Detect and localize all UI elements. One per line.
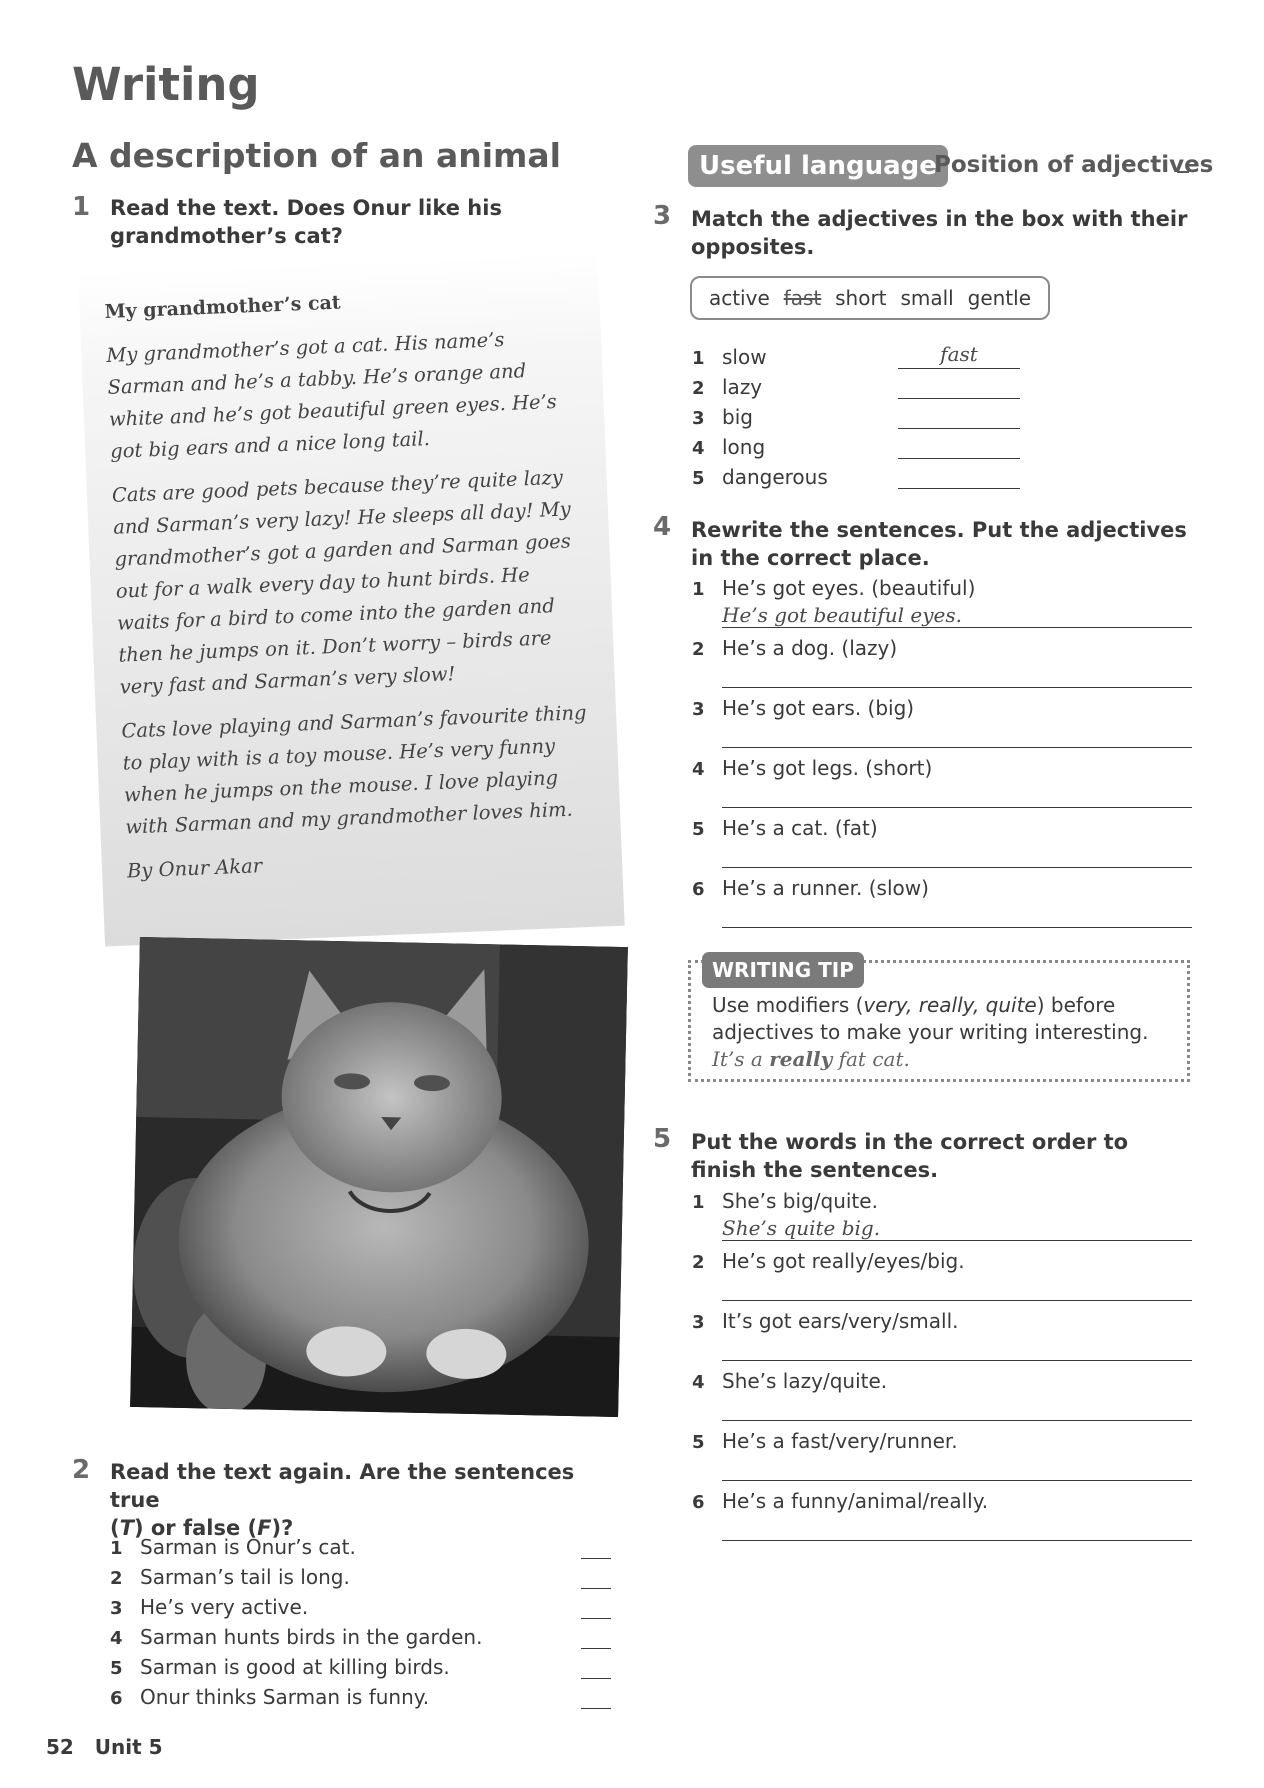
item-number: 5: [692, 819, 705, 840]
true-letter: T: [119, 1516, 134, 1540]
answer-line[interactable]: [722, 1300, 1192, 1301]
word-box-word: short: [835, 286, 887, 310]
answer-blank[interactable]: [581, 1618, 611, 1619]
item-text: He’s got really/eyes/big.: [722, 1249, 965, 1273]
word-box: [690, 276, 1050, 320]
useful-language-badge: Useful language: [688, 145, 948, 187]
page-number: 52: [46, 1735, 74, 1759]
item-number: 2: [110, 1568, 123, 1589]
item-number: 2: [692, 378, 705, 399]
page-title: Writing: [72, 58, 260, 111]
list-item: [692, 696, 914, 720]
item-text: slow: [722, 345, 767, 369]
exercise-3-instruction: Match the adjectives in the box with their opposites.: [691, 207, 1188, 259]
answer-line[interactable]: [722, 1540, 1192, 1541]
item-number: 5: [692, 468, 705, 489]
list-item: [692, 1309, 959, 1333]
word-box-word: gentle: [967, 286, 1032, 310]
tip-text-after: ) before adjectives to make your writing interesting.: [712, 993, 1149, 1044]
answer-blank[interactable]: [898, 368, 1020, 369]
story-title: My grandmother’s cat: [104, 291, 342, 323]
list-item: [110, 1685, 429, 1709]
answer-blank[interactable]: [581, 1678, 611, 1679]
exercise-4-number: 4: [653, 512, 672, 542]
item-number: 6: [692, 1492, 705, 1513]
item-text: He’s very active.: [140, 1595, 309, 1619]
answer-blank[interactable]: [898, 458, 1020, 459]
list-item: [692, 636, 897, 660]
list-item: [110, 1625, 482, 1649]
item-text: He’s got legs. (short): [722, 756, 933, 780]
item-number: 1: [110, 1538, 123, 1559]
cat-photo-icon: [130, 937, 628, 1417]
item-text: He’s a dog. (lazy): [722, 636, 898, 660]
story-text: [104, 277, 597, 887]
item-text: Sarman’s tail is long.: [140, 1565, 350, 1589]
answer-line[interactable]: [722, 807, 1192, 808]
list-item: [692, 1429, 958, 1453]
tip-text-before: Use modifiers (: [712, 993, 864, 1017]
answer-blank[interactable]: [898, 428, 1020, 429]
tip-example: [712, 1047, 910, 1071]
exercise-2-instruction-end: )?: [271, 1516, 294, 1540]
word-box-word-used: fast: [783, 286, 822, 310]
tip-example-bold: really: [769, 1047, 833, 1071]
exercise-2-number: 2: [72, 1455, 91, 1485]
answer-line[interactable]: [722, 1420, 1192, 1421]
answer-blank[interactable]: [581, 1588, 611, 1589]
answer-blank[interactable]: [581, 1708, 611, 1709]
list-item: [692, 345, 767, 369]
list-item: [692, 876, 929, 900]
item-text: He’s got ears. (big): [722, 696, 915, 720]
exercise-4-instruction: Rewrite the sentences. Put the adjectives in the correct place.: [691, 518, 1187, 570]
list-item: [110, 1565, 350, 1589]
list-item: [692, 756, 932, 780]
exercise-1-number: 1: [72, 192, 91, 222]
item-number: 4: [110, 1628, 123, 1649]
answer-line[interactable]: [722, 1240, 1192, 1241]
story-byline: By Onur Akar: [126, 854, 263, 883]
item-text: She’s big/quite.: [722, 1189, 878, 1213]
section-title: A description of an animal: [72, 136, 561, 175]
item-number: 3: [692, 699, 705, 720]
tip-example-end: fat cat.: [832, 1047, 910, 1071]
item-number: 1: [692, 1192, 705, 1213]
item-number: 6: [692, 879, 705, 900]
list-item: [692, 576, 975, 600]
cat-photo: [130, 937, 628, 1417]
word-box-word: small: [900, 286, 954, 310]
unit-label: Unit 5: [94, 1735, 163, 1759]
exercise-2-instruction: [110, 1458, 610, 1542]
item-number: 4: [692, 1372, 705, 1393]
answer-line[interactable]: [722, 1360, 1192, 1361]
tip-modifiers: very, really, quite: [863, 993, 1037, 1017]
item-text: dangerous: [722, 465, 828, 489]
divider: [1177, 171, 1189, 173]
item-text: Sarman hunts birds in the garden.: [140, 1625, 483, 1649]
item-text: Sarman is Onur’s cat.: [140, 1535, 356, 1559]
example-answer: fast: [940, 342, 978, 366]
item-text: It’s got ears/very/small.: [722, 1309, 959, 1333]
item-text: He’s got eyes. (beautiful): [722, 576, 976, 600]
exercise-2-instruction-line1: Read the text again. Are the sentences true: [110, 1460, 575, 1512]
useful-language-subtitle: Position of adjectives: [934, 152, 1214, 178]
item-text: long: [722, 435, 766, 459]
answer-line[interactable]: [722, 867, 1192, 868]
list-item: [692, 375, 762, 399]
story-paragraph: My grandmother’s got a cat. His name’s Sarman and he’s a tabby. He’s orange and white and he’s got beautiful green eyes. He’s got big ears and a nice long tail.: [105, 327, 558, 463]
list-item: [110, 1535, 356, 1559]
list-item: [692, 1489, 988, 1513]
item-number: 5: [110, 1658, 123, 1679]
item-number: 3: [110, 1598, 123, 1619]
exercise-5-number: 5: [653, 1124, 672, 1154]
writing-tip-badge: WRITING TIP: [702, 952, 864, 988]
item-number: 4: [692, 438, 705, 459]
item-number: 2: [692, 1252, 705, 1273]
item-number: 5: [692, 1432, 705, 1453]
exercise-5-instruction: Put the words in the correct order to finish the sentences.: [691, 1130, 1129, 1182]
item-text: He’s a fast/very/runner.: [722, 1429, 958, 1453]
answer-line[interactable]: [722, 747, 1192, 748]
exercise-2-instruction-paren: (: [110, 1516, 120, 1540]
item-number: 1: [692, 348, 705, 369]
item-number: 3: [692, 1312, 705, 1333]
answer-line[interactable]: [722, 687, 1192, 688]
list-item: [110, 1595, 308, 1619]
item-text: big: [722, 405, 753, 429]
list-item: [692, 1189, 878, 1213]
list-item: [692, 405, 753, 429]
example-answer: He’s got beautiful eyes.: [722, 603, 962, 627]
answer-blank[interactable]: [898, 398, 1020, 399]
list-item: [692, 1249, 965, 1273]
answer-blank[interactable]: [898, 488, 1020, 489]
item-text: He’s a runner. (slow): [722, 876, 929, 900]
answer-line[interactable]: [722, 627, 1192, 628]
exercise-2-instruction-mid: ) or false (: [133, 1516, 258, 1540]
item-text: He’s a cat. (fat): [722, 816, 878, 840]
item-number: 1: [692, 579, 705, 600]
story-paragraph: Cats are good pets because they’re quite lazy and Sarman’s very lazy! He sleeps all day! My grandmother’s got a garden and Sarman goes out for a walk every day to hunt birds. He waits for a bird to come into the garden and then he jumps on it. Don’t worry – birds are very fast and Sarman’s very slow!: [111, 465, 572, 699]
item-text: Sarman is good at killing birds.: [140, 1655, 450, 1679]
item-number: 3: [692, 408, 705, 429]
item-text: Onur thinks Sarman is funny.: [140, 1685, 430, 1709]
answer-line[interactable]: [722, 1480, 1192, 1481]
item-text: lazy: [722, 375, 763, 399]
page-footer: [46, 1735, 163, 1759]
list-item: [692, 816, 878, 840]
answer-blank[interactable]: [581, 1648, 611, 1649]
word-box-word: active: [708, 286, 770, 310]
story-paragraph: Cats love playing and Sarman’s favourite thing to play with is a toy mouse. He’s very funny when he jumps on the mouse. I love playing with Sarman and my grandmother loves him.: [121, 700, 587, 839]
list-item: [692, 465, 828, 489]
item-number: 4: [692, 759, 705, 780]
answer-blank[interactable]: [581, 1558, 611, 1559]
writing-tip-text: [712, 992, 1172, 1073]
false-letter: F: [257, 1516, 272, 1540]
list-item: [692, 1369, 887, 1393]
list-item: [692, 435, 765, 459]
item-text: He’s a funny/animal/really.: [722, 1489, 989, 1513]
example-answer: She’s quite big.: [722, 1216, 881, 1240]
exercise-1-instruction: Read the text. Does Onur like his grandmother’s cat?: [110, 196, 502, 248]
list-item: [110, 1655, 450, 1679]
item-number: 6: [110, 1688, 123, 1709]
item-number: 2: [692, 639, 705, 660]
tip-example-start: It’s a: [712, 1047, 770, 1071]
item-text: She’s lazy/quite.: [722, 1369, 888, 1393]
exercise-3-number: 3: [653, 201, 672, 231]
answer-line[interactable]: [722, 927, 1192, 928]
